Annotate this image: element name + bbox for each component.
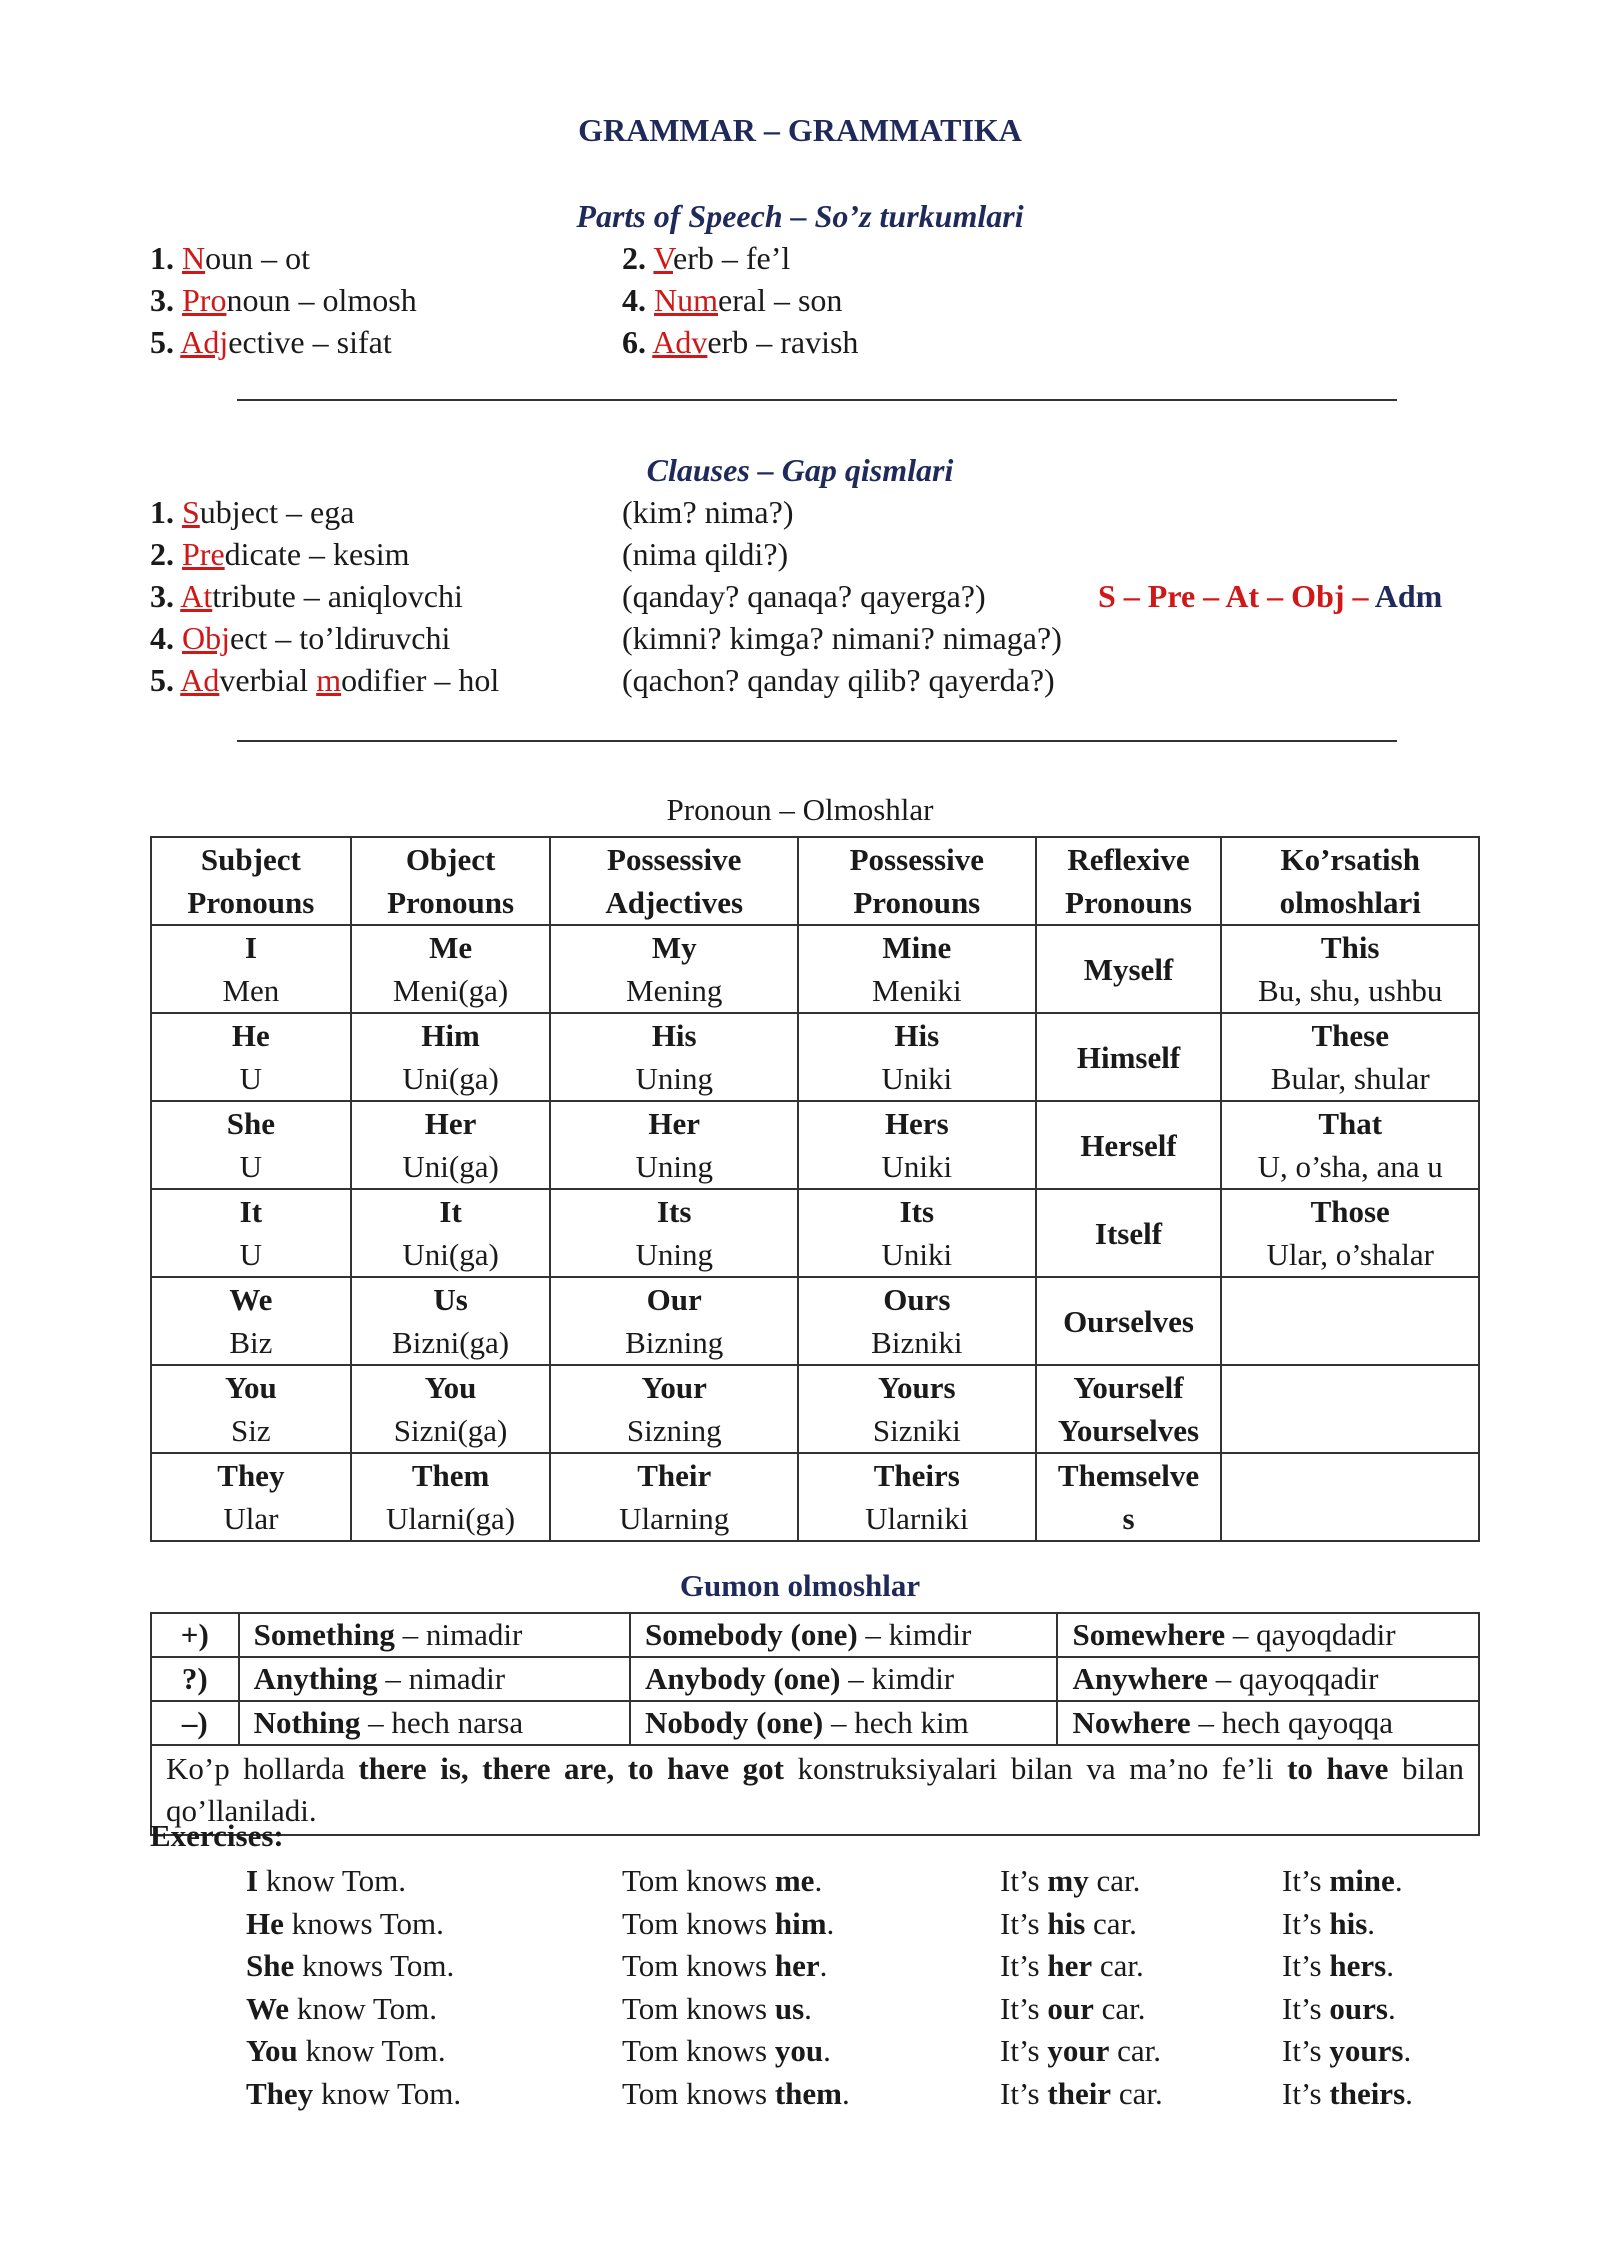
pos-item-pronoun: 3. Pronoun – olmosh	[150, 282, 417, 318]
exercise-item: It’s theirs.	[1282, 2075, 1413, 2111]
pos-item-adjective: 5. Adjective – sifat	[150, 324, 392, 360]
exercise-item: It’s ours.	[1282, 1990, 1396, 2026]
clause-question: (kimni? kimga? nimani? nimaga?)	[622, 620, 1062, 656]
table-row: –) Nothing – hech narsa Nobody (one) – hech kim Nowhere – hech qayoqqa	[151, 1701, 1479, 1745]
table-row: I Men Me Meni(ga) My Mening Mine Meniki Myself This Bu, shu, ushbu	[151, 925, 1479, 1013]
clause-formula: S – Pre – At – Obj – Adm	[1098, 578, 1443, 614]
exercise-item: It’s their car.	[1000, 2075, 1163, 2111]
exercise-item: It’s his car.	[1000, 1905, 1137, 1941]
header-cell: Possessive Adjectives	[550, 837, 798, 925]
exercise-item: Tom knows me.	[622, 1863, 823, 1898]
exercise-item: It’s mine.	[1282, 1863, 1403, 1898]
header-cell: Subject Pronouns	[151, 837, 351, 925]
table-row: She U Her Uni(ga) Her Uning Hers Uniki Herself That U, o’sha, ana u	[151, 1101, 1479, 1189]
table-row: ?) Anything – nimadir Anybody (one) – kimdir Anywhere – qayoqqadir	[151, 1657, 1479, 1701]
exercise-item: It’s my car.	[1000, 1863, 1141, 1898]
indefinite-pronoun-table	[150, 1612, 1480, 1836]
exercise-item: Tom knows him.	[622, 1905, 835, 1941]
pronoun-table	[150, 836, 1480, 1542]
table-row: You Siz You Sizni(ga) Your Sizning Yours Sizniki Yourself Yourselves	[151, 1365, 1479, 1453]
exercise-column-subject	[246, 1860, 461, 2115]
header-cell: Possessive Pronouns	[798, 837, 1036, 925]
exercise-item: Tom knows them.	[622, 2075, 850, 2111]
exercise-item: You know Tom.	[246, 2033, 446, 2068]
exercise-item: Tom knows us.	[622, 1990, 812, 2026]
divider	[237, 740, 1397, 742]
exercise-item: It’s her car.	[1000, 1948, 1144, 1983]
pronoun-table-caption: Pronoun – Olmoshlar	[666, 792, 934, 827]
clause-question: (nima qildi?)	[622, 536, 789, 572]
exercise-item: It’s yours.	[1282, 2033, 1412, 2068]
clause-item-predicate: 2. Predicate – kesim	[150, 536, 410, 572]
exercise-item: They know Tom.	[246, 2075, 462, 2111]
table-row: It U It Uni(ga) Its Uning Its Uniki Itself Those Ular, o’shalar	[151, 1189, 1479, 1277]
clause-question: (qanday? qanaqa? qayerga?)	[622, 578, 986, 614]
exercise-item: Tom knows you.	[622, 2033, 831, 2068]
parts-of-speech-heading: Parts of Speech – So’z turkumlari	[576, 198, 1024, 234]
exercise-item: It’s our car.	[1000, 1990, 1146, 2026]
exercise-item: We know Tom.	[246, 1990, 438, 2026]
pos-item-noun: 1. Noun – ot	[150, 240, 310, 276]
clause-question: (qachon? qanday qilib? qayerda?)	[622, 662, 1055, 698]
exercises-heading: Exercises:	[150, 1818, 284, 1853]
table-note-row	[151, 1745, 1479, 1835]
exercise-column-possessive-pronoun	[1282, 1860, 1413, 2115]
clause-item-attribute: 3. Attribute – aniqlovchi	[150, 578, 463, 614]
usage-note: Ko’p hollarda there is, there are, to have got konstruksiyalari bilan va ma’no fe’li to have bilan qo’llaniladi.	[151, 1745, 1479, 1835]
table-header-row	[151, 837, 1479, 925]
divider	[237, 399, 1397, 401]
exercise-item: It’s your car.	[1000, 2033, 1162, 2068]
header-cell: Reflexive Pronouns	[1036, 837, 1222, 925]
exercise-item: I know Tom.	[246, 1863, 407, 1898]
exercise-item: He knows Tom.	[246, 1905, 444, 1941]
header-cell: Ko’rsatish olmoshlari	[1221, 837, 1479, 925]
pos-item-adverb: 6. Adverb – ravish	[622, 324, 859, 360]
clause-question: (kim? nima?)	[622, 494, 794, 530]
gumon-heading: Gumon olmoshlar	[679, 1568, 921, 1603]
table-row: They Ular Them Ularni(ga) Their Ularning Theirs Ularniki Themselve s	[151, 1453, 1479, 1541]
clause-item-subject: 1. Subject – ega	[150, 494, 355, 530]
exercise-item: She knows Tom.	[246, 1948, 455, 1983]
pos-item-verb: 2. Verb – fe’l	[622, 240, 791, 276]
clause-item-object: 4. Object – to’ldiruvchi	[150, 620, 451, 656]
table-row: We Biz Us Bizni(ga) Our Bizning Ours Bizniki Ourselves	[151, 1277, 1479, 1365]
exercise-item: Tom knows her.	[622, 1948, 828, 1983]
clause-item-adverbial-modifier: 5. Adverbial modifier – hol	[150, 662, 500, 698]
exercise-column-object	[622, 1860, 850, 2115]
clauses-heading: Clauses – Gap qismlari	[646, 452, 954, 488]
header-cell: Object Pronouns	[351, 837, 551, 925]
exercise-column-possessive-adjective	[1000, 1860, 1163, 2115]
table-row: He U Him Uni(ga) His Uning His Uniki Himself These Bular, shular	[151, 1013, 1479, 1101]
pos-item-numeral: 4. Numeral – son	[622, 282, 843, 318]
exercise-item: It’s his.	[1282, 1905, 1376, 1941]
exercise-item: It’s hers.	[1282, 1948, 1394, 1983]
page-title: GRAMMAR – GRAMMATIKA	[578, 112, 1022, 148]
table-row: +) Something – nimadir Somebody (one) – kimdir Somewhere – qayoqdadir	[151, 1613, 1479, 1657]
